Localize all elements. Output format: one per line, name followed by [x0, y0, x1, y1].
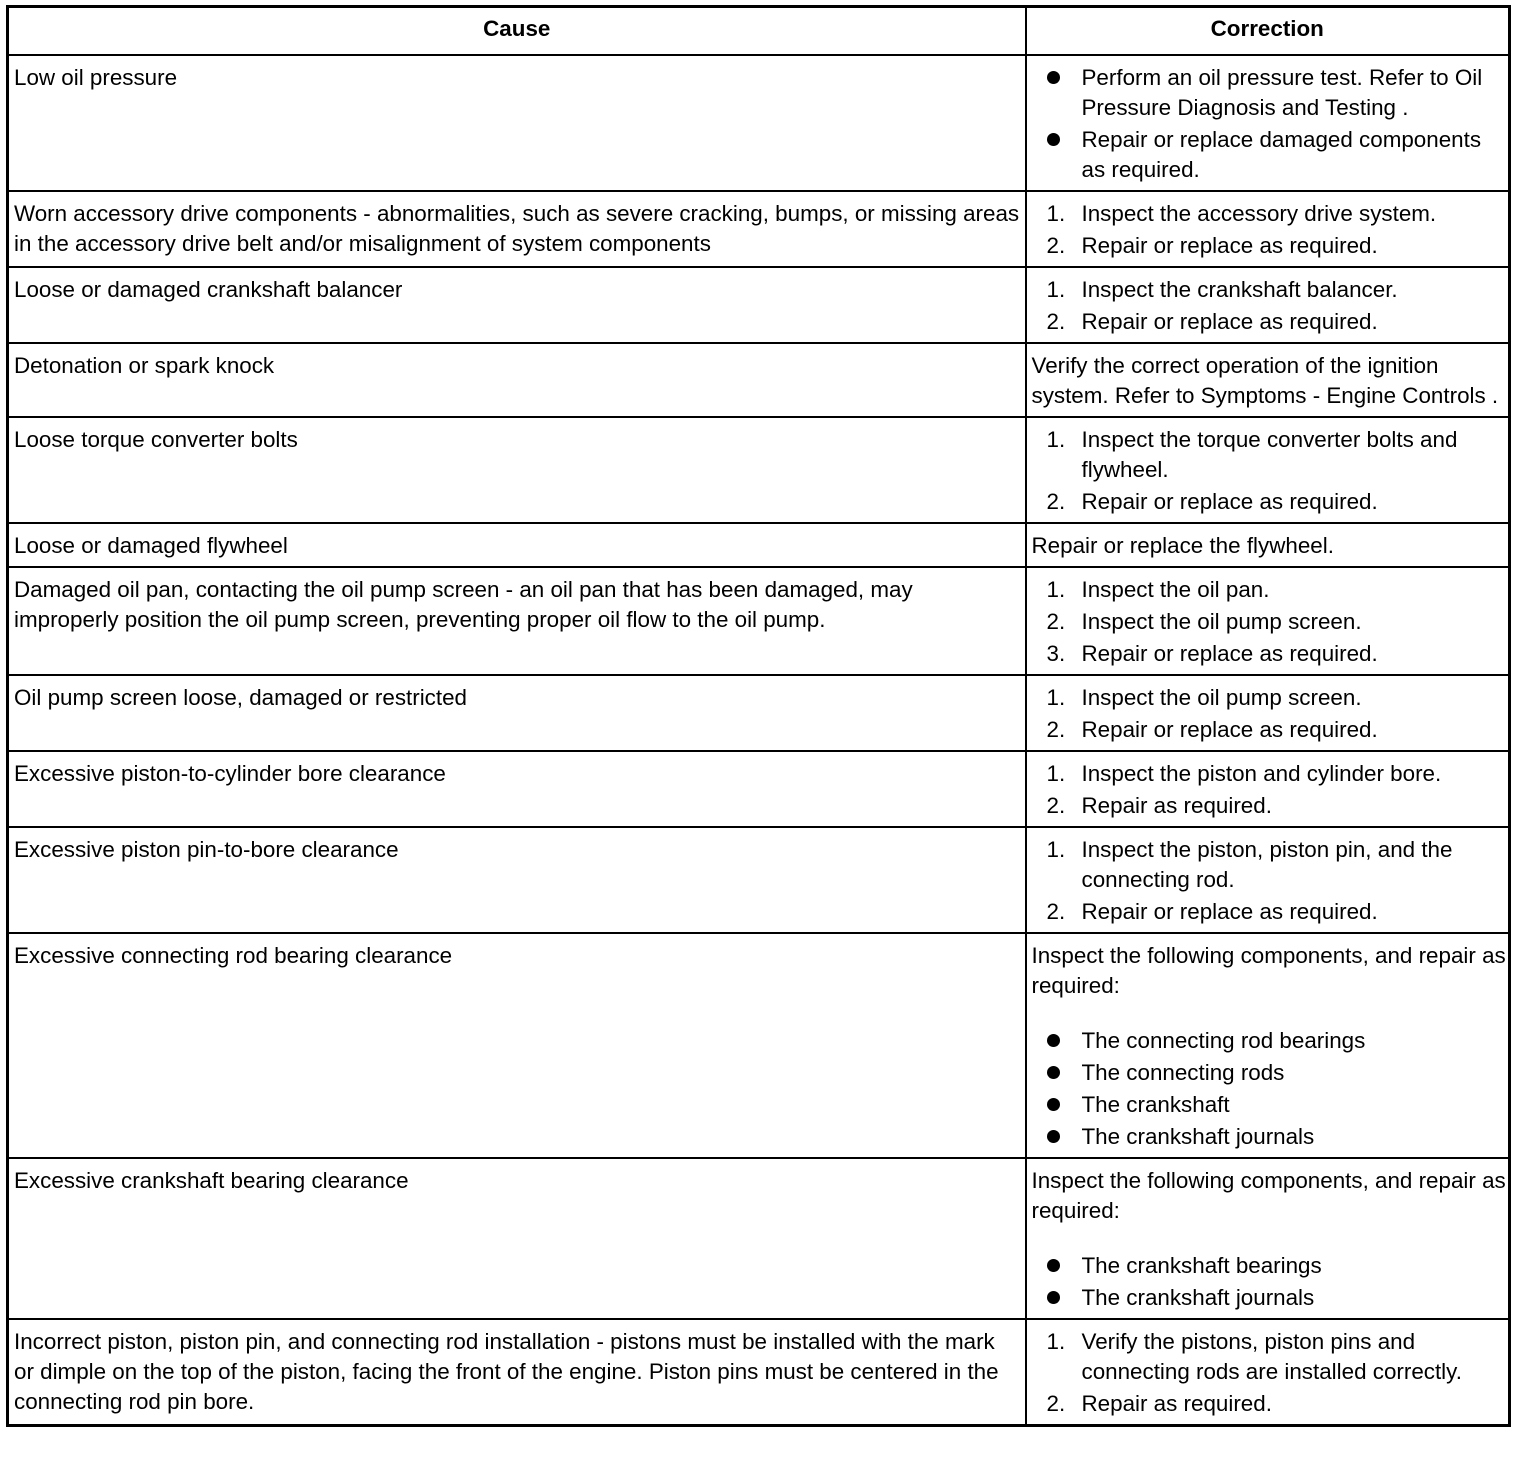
bullet-text: Repair or replace damaged components as required. [1081, 127, 1482, 182]
bullet-dot-icon [1047, 1034, 1060, 1047]
numbered-steps [1032, 759, 1507, 821]
bullet-text: The connecting rod bearings [1081, 1028, 1366, 1053]
step-number: 2. [1046, 489, 1066, 514]
step-text: Repair or replace as required. [1081, 489, 1378, 514]
correction-cell [1026, 1158, 1510, 1319]
step-item [1032, 759, 1507, 789]
step-item [1032, 1327, 1507, 1387]
table-row [8, 933, 1510, 1158]
bullet-text: The crankshaft [1081, 1092, 1230, 1117]
bullet-item [1032, 125, 1507, 185]
bullet-dot-icon [1047, 1259, 1060, 1272]
step-number: 1. [1046, 1329, 1066, 1354]
step-number: 2. [1046, 793, 1066, 818]
step-item [1032, 275, 1507, 305]
bullet-list [1032, 63, 1507, 185]
step-text: Repair or replace as required. [1081, 309, 1378, 334]
step-text: Inspect the accessory drive system. [1081, 201, 1437, 226]
step-text: Inspect the torque converter bolts and flywheel. [1081, 427, 1458, 482]
cause-cell: Loose or damaged crankshaft balancer [8, 267, 1026, 343]
bullet-dot-icon [1047, 71, 1060, 84]
step-item [1032, 639, 1507, 669]
step-number: 2. [1046, 1391, 1066, 1416]
bullet-dot-icon [1047, 133, 1060, 146]
cause-cell: Oil pump screen loose, damaged or restricted [8, 675, 1026, 751]
step-number: 1. [1046, 685, 1066, 710]
correction-intro: Inspect the following components, and repair as required: [1031, 943, 1506, 998]
step-text: Repair or replace as required. [1081, 641, 1378, 666]
table-row [8, 675, 1510, 751]
correction-cell [1026, 675, 1510, 751]
correction-cell [1026, 191, 1510, 267]
table-row [8, 267, 1510, 343]
step-number: 1. [1046, 761, 1066, 786]
correction-cell [1026, 417, 1510, 523]
bullet-item [1032, 1026, 1507, 1056]
table-row [8, 343, 1510, 417]
step-text: Verify the pistons, piston pins and connecting rods are installed correctly. [1081, 1329, 1462, 1384]
correction-cell [1026, 827, 1510, 933]
step-item [1032, 231, 1507, 261]
correction-intro: Inspect the following components, and repair as required: [1031, 1168, 1506, 1223]
step-item [1032, 487, 1507, 517]
bullet-item [1032, 1122, 1507, 1152]
correction-cell [1026, 343, 1510, 417]
step-number: 3. [1046, 641, 1066, 666]
step-text: Inspect the oil pan. [1081, 577, 1270, 602]
numbered-steps [1032, 1327, 1507, 1419]
table-row [8, 191, 1510, 267]
step-item [1032, 307, 1507, 337]
correction-cell [1026, 751, 1510, 827]
step-item [1032, 715, 1507, 745]
step-item [1032, 425, 1507, 485]
step-item [1032, 897, 1507, 927]
bullet-text: The crankshaft bearings [1081, 1253, 1322, 1278]
step-text: Repair as required. [1081, 1391, 1272, 1416]
step-text: Inspect the piston and cylinder bore. [1081, 761, 1442, 786]
step-text: Repair or replace as required. [1081, 233, 1378, 258]
bullet-list [1032, 1251, 1507, 1313]
bullet-item [1032, 1058, 1507, 1088]
step-item [1032, 791, 1507, 821]
bullet-text: Perform an oil pressure test. Refer to Oil Pressure Diagnosis and Testing . [1081, 65, 1483, 120]
table-row [8, 417, 1510, 523]
correction-cell [1026, 1319, 1510, 1426]
cause-cell: Loose torque converter bolts [8, 417, 1026, 523]
numbered-steps [1032, 683, 1507, 745]
step-number: 2. [1046, 899, 1066, 924]
cause-cell: Excessive piston-to-cylinder bore clearance [8, 751, 1026, 827]
step-item [1032, 683, 1507, 713]
bullet-dot-icon [1047, 1098, 1060, 1111]
cause-cell: Incorrect piston, piston pin, and connecting rod installation - pistons must be installed with the mark or dimple on the top of the piston, facing the front of the engine. Piston pins must be centered in the connecting rod pin bore. [8, 1319, 1026, 1426]
step-number: 1. [1046, 427, 1066, 452]
step-number: 2. [1046, 309, 1066, 334]
bullet-item [1032, 1283, 1507, 1313]
step-item [1032, 607, 1507, 637]
bullet-item [1032, 1090, 1507, 1120]
bullet-dot-icon [1047, 1130, 1060, 1143]
bullet-dot-icon [1047, 1291, 1060, 1304]
correction-cell [1026, 567, 1510, 675]
step-number: 1. [1046, 837, 1066, 862]
header-correction: Correction [1026, 7, 1510, 56]
cause-cell: Excessive crankshaft bearing clearance [8, 1158, 1026, 1319]
correction-text: Repair or replace the flywheel. [1031, 533, 1334, 558]
step-number: 1. [1046, 277, 1066, 302]
bullet-text: The crankshaft journals [1081, 1124, 1315, 1149]
cause-cell: Damaged oil pan, contacting the oil pump screen - an oil pan that has been damaged, may improperly position the oil pump screen, preventing proper oil flow to the oil pump. [8, 567, 1026, 675]
bullet-text: The connecting rods [1081, 1060, 1285, 1085]
step-item [1032, 835, 1507, 895]
step-item [1032, 1389, 1507, 1419]
cause-cell: Detonation or spark knock [8, 343, 1026, 417]
header-cause: Cause [8, 7, 1026, 56]
step-text: Inspect the oil pump screen. [1081, 609, 1362, 634]
bullet-item [1032, 1251, 1507, 1281]
bullet-item [1032, 63, 1507, 123]
step-text: Inspect the crankshaft balancer. [1081, 277, 1398, 302]
table-row [8, 55, 1510, 191]
numbered-steps [1032, 275, 1507, 337]
numbered-steps [1032, 425, 1507, 517]
table-row [8, 567, 1510, 675]
step-item [1032, 199, 1507, 229]
step-number: 2. [1046, 233, 1066, 258]
bullet-text: The crankshaft journals [1081, 1285, 1315, 1310]
table-row [8, 523, 1510, 567]
cause-cell: Excessive connecting rod bearing clearance [8, 933, 1026, 1158]
cause-cell: Worn accessory drive components - abnormalities, such as severe cracking, bumps, or missing areas in the accessory drive belt and/or misalignment of system components [8, 191, 1026, 267]
table-body [8, 55, 1510, 1426]
correction-cell [1026, 523, 1510, 567]
diagnostic-table-container [6, 5, 1508, 1427]
step-item [1032, 575, 1507, 605]
step-text: Repair as required. [1081, 793, 1272, 818]
numbered-steps [1032, 575, 1507, 669]
diagnostic-table [6, 5, 1511, 1427]
table-row [8, 751, 1510, 827]
bullet-dot-icon [1047, 1066, 1060, 1079]
header-row [8, 7, 1510, 56]
step-number: 1. [1046, 577, 1066, 602]
step-text: Repair or replace as required. [1081, 717, 1378, 742]
step-text: Inspect the oil pump screen. [1081, 685, 1362, 710]
step-number: 1. [1046, 201, 1066, 226]
step-text: Inspect the piston, piston pin, and the connecting rod. [1081, 837, 1453, 892]
bullet-list [1032, 1026, 1507, 1152]
step-number: 2. [1046, 609, 1066, 634]
cause-cell: Excessive piston pin-to-bore clearance [8, 827, 1026, 933]
correction-cell [1026, 933, 1510, 1158]
step-number: 2. [1046, 717, 1066, 742]
table-row [8, 1319, 1510, 1426]
table-row [8, 827, 1510, 933]
correction-cell [1026, 267, 1510, 343]
table-row [8, 1158, 1510, 1319]
correction-text: Verify the correct operation of the ignition system. Refer to Symptoms - Engine Controls . [1031, 353, 1499, 408]
correction-cell [1026, 55, 1510, 191]
cause-cell: Loose or damaged flywheel [8, 523, 1026, 567]
numbered-steps [1032, 835, 1507, 927]
cause-cell: Low oil pressure [8, 55, 1026, 191]
step-text: Repair or replace as required. [1081, 899, 1378, 924]
numbered-steps [1032, 199, 1507, 261]
